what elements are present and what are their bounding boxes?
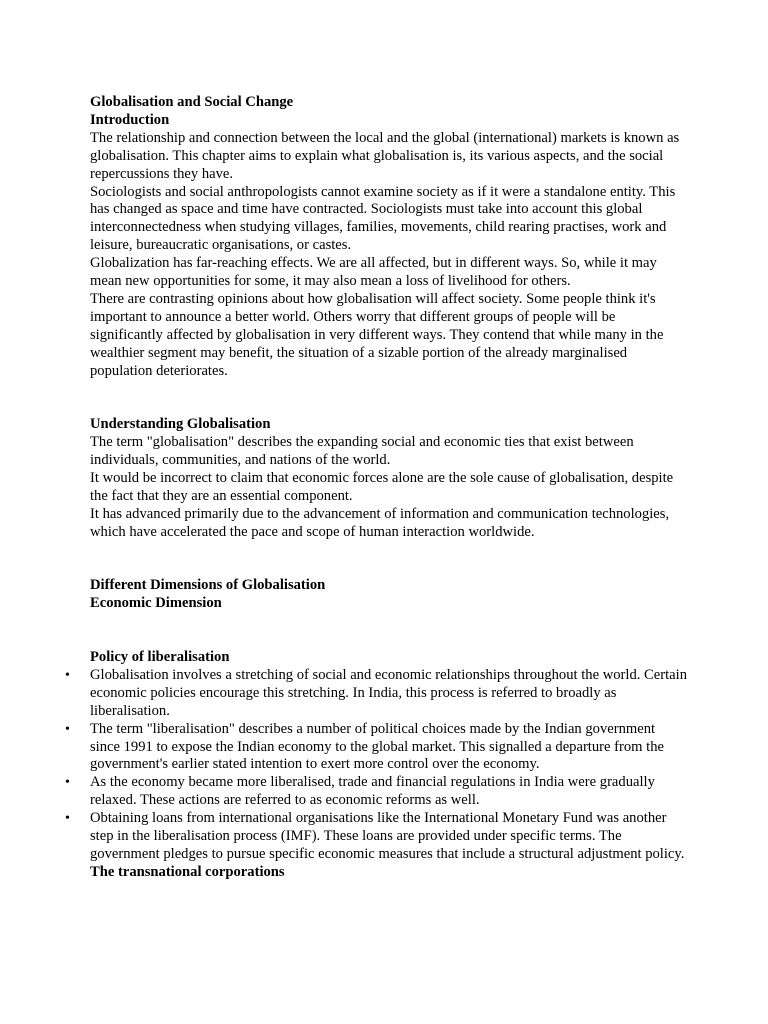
list-item-text: The term "liberalisation" describes a number of political choices made by the Indian government since 1991 to expose the Indian economy to the global market. This signalled a departure from the government's earlier stated intention to exert more control over the economy. bbox=[90, 720, 664, 773]
bullet-icon: • bbox=[65, 721, 70, 737]
bullet-icon: • bbox=[65, 667, 70, 683]
intro-paragraph: The relationship and connection between the local and the global (international) markets is known as globalisation. This chapter aims to explain what globalisation is, its various aspects, and the social repercussions they have. bbox=[90, 129, 680, 182]
document-page bbox=[0, 94, 768, 882]
policy-bullet-list bbox=[65, 666, 688, 864]
list-item bbox=[65, 774, 688, 810]
intro-paragraph: Sociologists and social anthropologists cannot examine society as if it were a standalone entity. This has changed as space and time have contracted. Sociologists must take into account this global interconnectedness when studying villages, families, movements, child rearing practises, work and leisure, bureaucratic organisations, or castes. bbox=[90, 183, 676, 254]
tnc-heading: The transnational corporations bbox=[90, 863, 285, 880]
spacer bbox=[90, 613, 688, 649]
policy-heading: Policy of liberalisation bbox=[90, 649, 230, 666]
list-item bbox=[65, 666, 688, 721]
understanding-heading: Understanding Globalisation bbox=[90, 416, 271, 433]
document-title: Globalisation and Social Change bbox=[90, 94, 294, 110]
bullet-icon: • bbox=[65, 811, 70, 827]
economic-dimension-heading: Economic Dimension bbox=[90, 595, 222, 612]
document-body bbox=[65, 94, 688, 882]
list-item-text: Obtaining loans from international organisations like the International Monetary Fund was another step in the liberalisation process (IMF). These loans are provided under specific terms. The government pledges to pursue specific economic measures that include a structural adjustment policy. bbox=[90, 810, 685, 863]
intro-paragraph: There are contrasting opinions about how globalisation will affect society. Some people think it's important to announce a better world. Others worry that different groups of people will be significantly affected by globalisation in very different ways. They contend that while many in the wealthier segment may benefit, the situation of a sizable portion of the already marginalised population deteriorates. bbox=[90, 290, 664, 379]
list-item-text: As the economy became more liberalised, trade and financial regulations in India were gradually relaxed. These actions are referred to as economic reforms as well. bbox=[90, 774, 655, 809]
spacer bbox=[90, 381, 688, 417]
list-item bbox=[65, 720, 688, 775]
list-item bbox=[65, 810, 688, 864]
understanding-paragraph: It would be incorrect to claim that economic forces alone are the sole cause of globalisation, despite the fact that they are an essential component. bbox=[90, 470, 674, 504]
dimensions-heading: Different Dimensions of Globalisation bbox=[90, 577, 326, 594]
bullet-icon: • bbox=[65, 775, 70, 791]
spacer bbox=[90, 542, 688, 578]
intro-heading: Introduction bbox=[90, 111, 170, 128]
understanding-paragraph: It has advanced primarily due to the advancement of information and communication technologies, which have accelerated the pace and scope of human interaction worldwide. bbox=[90, 505, 670, 540]
list-item-text: Globalisation involves a stretching of social and economic relationships throughout the world. Certain economic policies encourage this stretching. In India, this process is referred to broadly as liberalisation. bbox=[90, 666, 687, 719]
understanding-paragraph: The term "globalisation" describes the expanding social and economic ties that exist between individuals, communities, and nations of the world. bbox=[90, 434, 634, 469]
intro-paragraph: Globalization has far-reaching effects. We are all affected, but in different ways. So, while it may mean new opportunities for some, it may also mean a loss of livelihood for others. bbox=[90, 255, 657, 290]
